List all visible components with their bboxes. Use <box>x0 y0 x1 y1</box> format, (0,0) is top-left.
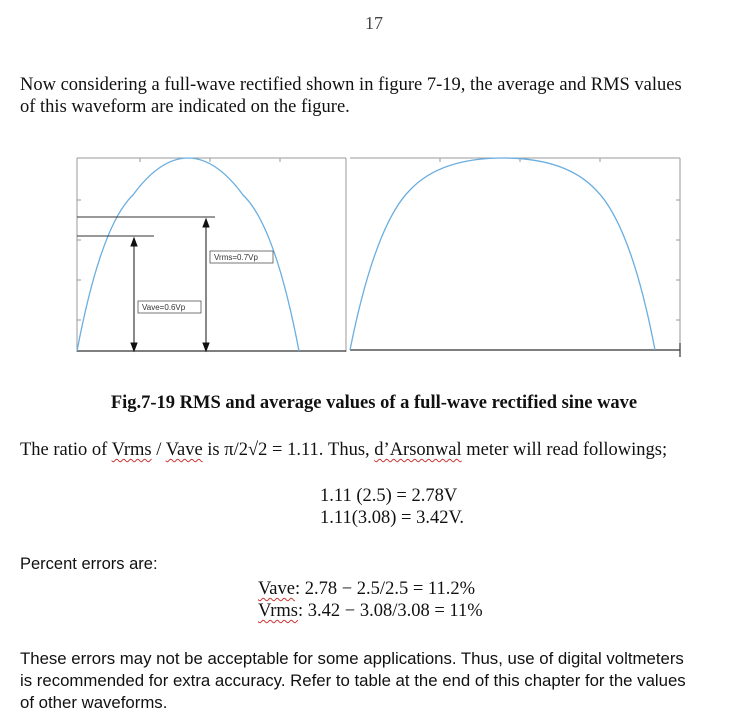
figure-caption: Fig.7-19 RMS and average values of a full-wave rectified sine wave <box>110 393 638 413</box>
reading-line-2: 1.11(3.08) = 3.42V. <box>320 508 465 528</box>
closing-line-1: These errors may not be acceptable for some applications. Thus, use of digital voltmeters <box>20 649 684 668</box>
ratio-suffix: meter will read followings; <box>461 440 668 460</box>
waveform-hump-2 <box>350 158 655 350</box>
vave-arrow <box>131 238 137 351</box>
error-vave-expr: : 2.78 − 2.5/2.5 = 11.2% <box>294 579 475 599</box>
readings-block <box>320 485 464 529</box>
reading-line-1: 1.11 (2.5) = 2.78V <box>320 486 458 506</box>
error-line-vave <box>258 578 483 600</box>
errors-block <box>258 578 483 622</box>
percent-errors-label: Percent errors are: <box>20 555 158 573</box>
intro-line-2: of this waveform are indicated on the figure. <box>20 97 350 117</box>
ratio-middle: is π/2√2 = 1.11. Thus, <box>202 440 375 460</box>
ratio-darsonwal: d’Arsonwal <box>374 440 462 460</box>
ratio-vrms: Vrms <box>111 440 152 460</box>
vave-label: Vave=0.6Vp <box>142 303 186 312</box>
vrms-label: Vrms=0.7Vp <box>214 253 258 262</box>
ratio-vave: Vave <box>165 440 203 460</box>
error-line-vrms <box>258 600 483 622</box>
axis-ticks <box>77 158 680 320</box>
ratio-prefix: The ratio of <box>20 440 112 460</box>
closing-paragraph <box>20 648 740 714</box>
error-vrms-expr: : 3.42 − 3.08/3.08 = 11% <box>298 601 483 621</box>
error-vrms-name: Vrms <box>258 601 298 621</box>
ratio-slash: / <box>151 440 166 460</box>
page-number: 17 <box>365 13 383 33</box>
error-vave-name: Vave <box>258 579 295 599</box>
ratio-paragraph <box>20 439 740 461</box>
vrms-arrow <box>203 219 209 351</box>
intro-line-1: Now considering a full-wave rectified shown in figure 7-19, the average and RMS values <box>20 75 682 95</box>
closing-line-2: is recommended for extra accuracy. Refer to table at the end of this chapter for the values <box>20 671 686 690</box>
closing-line-3: of other waveforms. <box>20 693 168 712</box>
